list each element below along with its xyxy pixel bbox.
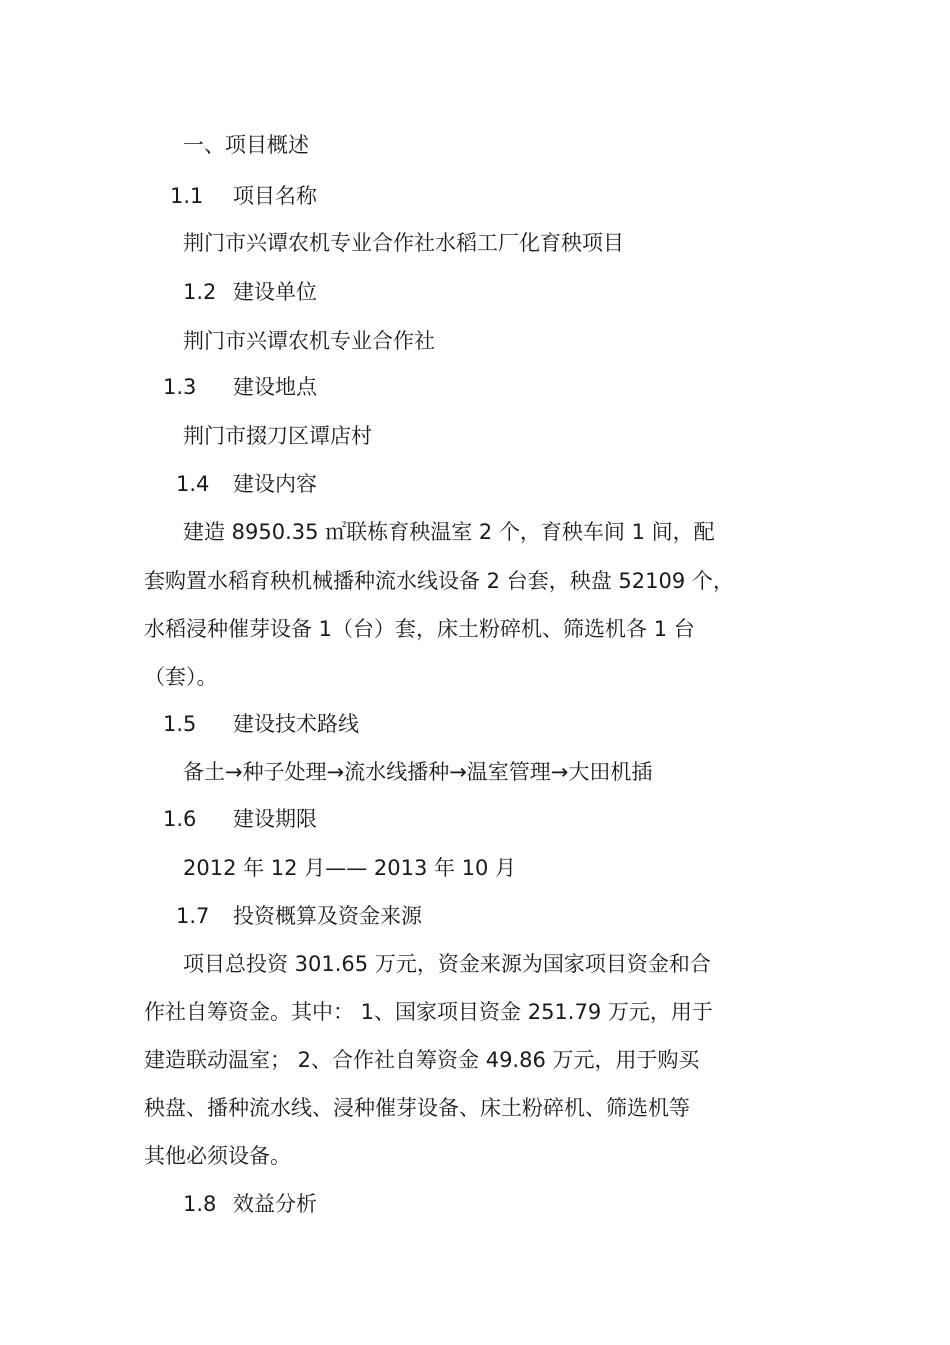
investment-line-2: 作社自筹资金。其中： 1、国家项目资金 251.79 万元，用于 (144, 1000, 713, 1024)
section-number: 1.2 (183, 280, 217, 304)
construction-site-text: 荆门市掇刀区谭店村 (183, 424, 372, 448)
construction-period-text: 2012 年 12 月—— 2013 年 10 月 (183, 856, 517, 880)
section-number: 1.5 (163, 712, 197, 736)
section-title: 投资概算及资金来源 (233, 904, 422, 928)
section-number: 1.7 (176, 904, 210, 928)
section-1-5-heading (163, 710, 359, 738)
section-title: 建设内容 (233, 472, 317, 496)
project-name-text: 荆门市兴谭农机专业合作社水稻工厂化育秧项目 (183, 231, 624, 255)
section-title: 建设单位 (233, 280, 317, 304)
content-line-4: （套）。 (144, 665, 218, 689)
content-line-1: 建造 8950.35 ㎡联栋育秧温室 2 个，育秧车间 1 间，配 (183, 520, 715, 544)
section-number: 1.8 (183, 1192, 217, 1216)
section-1-1-heading (170, 182, 317, 210)
section-number: 1.3 (163, 375, 197, 399)
section-title: 建设期限 (233, 807, 317, 831)
construction-unit-text: 荆门市兴谭农机专业合作社 (183, 329, 435, 353)
section-1-3-heading (163, 373, 317, 401)
content-line-3: 水稻浸种催芽设备 1（台）套，床土粉碎机、筛选机各 1 台 (144, 617, 695, 641)
section-number: 1.6 (163, 807, 197, 831)
technical-route-text: 备土→种子处理→流水线播种→温室管理→大田机插 (183, 760, 653, 784)
section-1-6-heading (163, 805, 317, 833)
section-title: 项目名称 (233, 184, 317, 208)
section-title: 建设技术路线 (233, 712, 359, 736)
section-number: 1.4 (176, 472, 210, 496)
section-1-2-heading (183, 278, 317, 306)
section-number: 1.1 (170, 184, 204, 208)
content-line-2: 套购置水稻育秧机械播种流水线设备 2 台套，秧盘 52109 个， (144, 569, 734, 593)
section-1-8-heading (183, 1190, 317, 1218)
investment-line-3: 建造联动温室； 2、合作社自筹资金 49.86 万元，用于购买 (144, 1048, 700, 1072)
investment-line-1: 项目总投资 301.65 万元，资金来源为国家项目资金和合 (183, 952, 711, 976)
section-1-4-heading (176, 470, 317, 498)
section-title: 建设地点 (233, 375, 317, 399)
section-heading: 一、项目概述 (183, 133, 309, 157)
section-1-7-heading (176, 902, 422, 930)
investment-line-4: 秧盘、播种流水线、浸种催芽设备、床土粉碎机、筛选机等 (144, 1096, 690, 1120)
section-title: 效益分析 (233, 1192, 317, 1216)
investment-line-5: 其他必须设备。 (144, 1144, 291, 1168)
